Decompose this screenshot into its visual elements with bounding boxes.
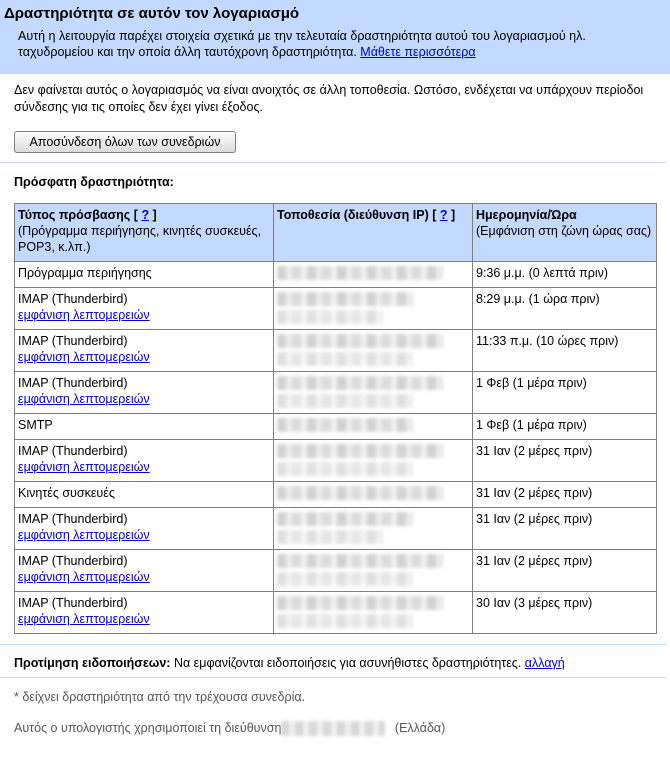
page-title: Δραστηριότητα σε αυτόν τον λογαριασμό xyxy=(4,5,300,22)
table-row xyxy=(15,262,657,288)
show-details-link[interactable]: εμφάνιση λεπτομερειών xyxy=(18,528,150,542)
activity-time: 1 Φεβ (1 μέρα πριν) xyxy=(476,376,587,390)
ip-redacted xyxy=(277,444,443,458)
ip-redacted xyxy=(277,334,443,348)
col-datetime-header xyxy=(473,204,657,262)
show-details-link[interactable]: εμφάνιση λεπτομερειών xyxy=(18,460,150,474)
table-row xyxy=(15,288,657,330)
access-type: IMAP (Thunderbird) xyxy=(18,596,128,610)
location-cell xyxy=(274,592,473,634)
ip-address-redacted xyxy=(281,721,385,736)
table-row xyxy=(15,482,657,508)
location-cell xyxy=(274,414,473,440)
table-row xyxy=(15,414,657,440)
datetime-cell xyxy=(473,414,657,440)
location-help-link[interactable]: ? xyxy=(439,208,448,222)
access-type: IMAP (Thunderbird) xyxy=(18,512,128,526)
show-details-link[interactable]: εμφάνιση λεπτομερειών xyxy=(18,570,150,584)
divider xyxy=(0,644,666,645)
datetime-cell xyxy=(473,288,657,330)
ip-redacted xyxy=(277,266,443,280)
col-access-type-sub: (Πρόγραμμα περιήγησης, κινητές συσκευές, POP3, κ.λπ.) xyxy=(18,224,262,254)
signout-all-button[interactable]: Αποσύνδεση όλων των συνεδριών xyxy=(14,131,236,153)
show-details-link[interactable]: εμφάνιση λεπτομερειών xyxy=(18,308,150,322)
access-type-cell xyxy=(15,414,274,440)
ip-line xyxy=(14,721,445,736)
table-row xyxy=(15,372,657,414)
ip-line-prefix: Αυτός ο υπολογιστής χρησιμοποιεί τη διεύθυνση xyxy=(14,721,282,735)
activity-time: 31 Ιαν (2 μέρες πριν) xyxy=(476,486,593,500)
access-type-cell xyxy=(15,330,274,372)
datetime-cell xyxy=(473,330,657,372)
activity-time: 30 Ιαν (3 μέρες πριν) xyxy=(476,596,593,610)
col-location-header: Τοποθεσία (διεύθυνση IP) [ ? ] xyxy=(274,204,473,262)
intro-text: Δεν φαίνεται αυτός ο λογαριασμός να είναι ανοιχτός σε άλλη τοποθεσία. Ωστόσο, ενδέχεται να υπάρχουν περίοδοι σύνδεσης για τις οποίες δεν έχει γίνει έξοδος. xyxy=(14,83,644,114)
ip-redacted xyxy=(277,394,413,408)
activity-time: 8:29 μ.μ. (1 ώρα πριν) xyxy=(476,292,600,306)
col-datetime-sub: (Εμφάνιση στη ζώνη ώρας σας) xyxy=(476,224,652,238)
table-row xyxy=(15,592,657,634)
col-access-type-title: Τύπος πρόσβασης xyxy=(18,208,131,222)
access-type: IMAP (Thunderbird) xyxy=(18,444,128,458)
access-type: Πρόγραμμα περιήγησης xyxy=(18,266,152,280)
datetime-cell xyxy=(473,372,657,414)
show-details-link[interactable]: εμφάνιση λεπτομερειών xyxy=(18,612,150,626)
access-type-cell xyxy=(15,440,274,482)
access-type-cell xyxy=(15,262,274,288)
divider xyxy=(0,677,666,678)
alert-preference xyxy=(14,656,565,670)
access-type: IMAP (Thunderbird) xyxy=(18,334,128,348)
location-cell xyxy=(274,262,473,288)
datetime-cell xyxy=(473,482,657,508)
ip-redacted xyxy=(277,530,383,544)
activity-table xyxy=(14,203,657,634)
ip-redacted xyxy=(277,310,383,324)
location-cell xyxy=(274,330,473,372)
description-text: Αυτή η λειτουργία παρέχει στοιχεία σχετικά με την τελευταία δραστηριότητα αυτού του λογαριασμού ηλ. ταχυδρομείου και την οποία άλλη ταυτόχρονη δραστηριότητα. xyxy=(18,29,586,59)
ip-redacted xyxy=(277,292,413,306)
activity-time: 31 Ιαν (2 μέρες πριν) xyxy=(476,444,593,458)
access-type-cell xyxy=(15,550,274,592)
datetime-cell xyxy=(473,550,657,592)
ip-redacted xyxy=(277,486,443,500)
header-banner xyxy=(0,0,670,74)
access-type-cell xyxy=(15,372,274,414)
table-row xyxy=(15,550,657,592)
datetime-cell xyxy=(473,262,657,288)
access-type: IMAP (Thunderbird) xyxy=(18,554,128,568)
alert-change-link[interactable]: αλλαγή xyxy=(524,656,565,670)
activity-time: 1 Φεβ (1 μέρα πριν) xyxy=(476,418,587,432)
ip-redacted xyxy=(277,614,413,628)
ip-redacted xyxy=(277,572,413,586)
activity-time: 9:36 μ.μ. (0 λεπτά πριν) xyxy=(476,266,609,280)
access-type-cell xyxy=(15,288,274,330)
footnote: * δείχνει δραστηριότητα από την τρέχουσα συνεδρία. xyxy=(14,690,306,704)
datetime-cell xyxy=(473,508,657,550)
access-type-cell xyxy=(15,482,274,508)
col-datetime-title: Ημερομηνία/Ώρα xyxy=(476,208,577,222)
activity-time: 11:33 π.μ. (10 ώρες πριν) xyxy=(476,334,619,348)
location-cell xyxy=(274,288,473,330)
ip-redacted xyxy=(277,418,413,432)
location-cell xyxy=(274,508,473,550)
col-location-title: Τοποθεσία (διεύθυνση IP) xyxy=(277,208,429,222)
activity-time: 31 Ιαν (2 μέρες πριν) xyxy=(476,554,593,568)
location-cell xyxy=(274,550,473,592)
access-type: Κινητές συσκευές xyxy=(18,486,115,500)
table-row xyxy=(15,330,657,372)
ip-redacted xyxy=(277,376,443,390)
access-type: SMTP xyxy=(18,418,53,432)
show-details-link[interactable]: εμφάνιση λεπτομερειών xyxy=(18,350,150,364)
col-access-type-header: Τύπος πρόσβασης [ ? ] (Πρόγραμμα περιήγησης, κινητές συσκευές, POP3, κ.λπ.) xyxy=(15,204,274,262)
ip-line-country: (Ελλάδα) xyxy=(394,721,446,735)
ip-redacted xyxy=(277,554,443,568)
access-type-cell xyxy=(15,508,274,550)
header-description xyxy=(18,28,638,60)
alert-preference-label: Προτίμηση ειδοποιήσεων: xyxy=(14,656,171,670)
location-cell xyxy=(274,482,473,508)
access-type-help-link[interactable]: ? xyxy=(141,208,150,222)
learn-more-link[interactable]: Μάθετε περισσότερα xyxy=(360,45,476,59)
show-details-link[interactable]: εμφάνιση λεπτομερειών xyxy=(18,392,150,406)
alert-preference-text: Να εμφανίζονται ειδοποιήσεις για ασυνήθιστες δραστηριότητες. xyxy=(173,656,522,670)
ip-redacted xyxy=(277,596,443,610)
datetime-cell xyxy=(473,440,657,482)
access-type-cell xyxy=(15,592,274,634)
access-type: IMAP (Thunderbird) xyxy=(18,292,128,306)
location-cell xyxy=(274,440,473,482)
location-cell xyxy=(274,372,473,414)
recent-activity-title: Πρόσφατη δραστηριότητα: xyxy=(14,175,174,189)
ip-redacted xyxy=(277,512,413,526)
divider xyxy=(0,162,666,163)
ip-redacted xyxy=(277,352,413,366)
access-type: IMAP (Thunderbird) xyxy=(18,376,128,390)
ip-redacted xyxy=(277,462,413,476)
datetime-cell xyxy=(473,592,657,634)
activity-time: 31 Ιαν (2 μέρες πριν) xyxy=(476,512,593,526)
table-row xyxy=(15,440,657,482)
table-row xyxy=(15,508,657,550)
